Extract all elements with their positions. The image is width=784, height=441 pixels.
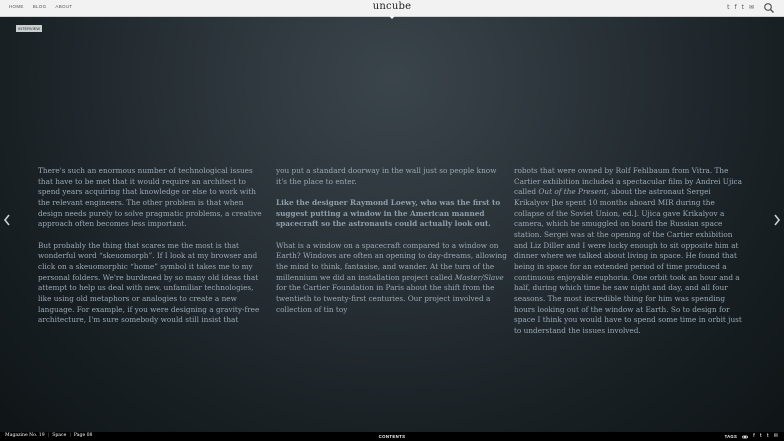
chevron-left-icon: [3, 214, 11, 226]
nav-about-link[interactable]: ABOUT: [55, 4, 73, 9]
article-paragraph: But probably the thing that scares me the most is that wonderful word “skeuomorph”. If I look at my browser and click on a skeuomorphic “home” symbol it takes me to my personal folders. We're burdened by so many old ideas that attempt to help us deal with new, unfamiliar technologies, like using old metaphors or analogies to create a new language. For example, if you were designing a gravity-free architecture, I'm sure somebody would still insist that: [38, 240, 260, 325]
article-column-3: [514, 166, 745, 347]
breadcrumb-page: Page 08: [73, 433, 93, 438]
article-paragraph: There's such an enormous number of technological issues that have to be met that it would require an architect to spend years acquiring that knowledge or else to work with the relevant engineers. The other problem is that when design needs purely to solve pragmatic problems, a creative approach often becomes less important.: [38, 166, 262, 229]
nav-home-link[interactable]: HOME: [9, 4, 24, 9]
interview-question: Like the designer Raymond Loewy, who was the first to suggest putting a window in the American manned spacecraft so the astronauts could actually look out.: [276, 197, 501, 229]
tumblr-icon[interactable]: t: [741, 4, 744, 11]
project-title: Master/Slave: [454, 272, 504, 282]
breadcrumb-section[interactable]: Space: [52, 433, 67, 438]
search-icon[interactable]: [763, 2, 775, 14]
bottom-bar: [0, 432, 784, 441]
twitter-icon[interactable]: t: [759, 433, 762, 439]
article-paragraph: robots that were owned by Rolf Fehlbaum from Vitra. The Cartier exhibition included a spectacular film by Andrei Ujica called Out of the Present, about the astronaut Sergei Krikalyov [he spent 10 months aboard MIR during the collapse of the Soviet Union, ed.]. Ujica gave Krikalyov a camera, which he smuggled on board the Russian space station. Sergei was at the opening of the Cartier exhibition and Liz Diller and I were lucky enough to sit opposite him at dinner where we talked about living in space. He found that being in space for an extended period of time produced a continuous enjoyable euphoria. One orbit took an hour and a half, during which time he saw night and day, and all four seasons. The most incredible thing for him was spending hours looking out of the window at Earth. So to design for space I think you would have to spend some time in orbit just to understand the issues involved.: [514, 166, 742, 335]
link-icon[interactable]: [742, 434, 748, 440]
facebook-icon[interactable]: f: [753, 433, 755, 439]
article-column-1: [38, 166, 269, 336]
breadcrumb-magazine[interactable]: Magazine No. 19: [5, 433, 45, 438]
social-links: [727, 4, 754, 11]
article-paragraph: you put a standard doorway in the wall just so people know it's the place to enter.: [276, 166, 497, 186]
article-paragraph: What is a window on a spacecraft compared to a window on Earth? Windows are often an opening to day-dreams, allowing the mind to think, fantasise, and wander. At the turn of the millennium we did an installation project called Master/Slave for the Cartier Foundation in Paris about the shift from the twentieth to twenty-first centuries. Our project involved a collection of tin toy: [276, 240, 507, 314]
email-icon[interactable]: ✉: [773, 433, 778, 439]
next-page-button[interactable]: [770, 212, 784, 228]
share-links: [725, 433, 778, 440]
category-badge[interactable]: INTERVIEW: [18, 26, 41, 31]
twitter-icon[interactable]: t: [727, 4, 730, 11]
tumblr-icon[interactable]: t: [766, 433, 769, 439]
logo-notch: [389, 16, 395, 19]
site-logo[interactable]: uncube: [372, 1, 412, 12]
breadcrumb-separator: |: [47, 433, 50, 438]
tags-button[interactable]: TAGS: [724, 434, 738, 439]
breadcrumb-separator: |: [69, 433, 71, 438]
article-column-2: [276, 166, 507, 326]
top-bar: [0, 0, 784, 17]
chevron-right-icon: [773, 214, 781, 226]
nav-blog-link[interactable]: BLOG: [32, 4, 47, 9]
facebook-icon[interactable]: f: [734, 4, 737, 11]
film-title: Out of the Present: [538, 187, 607, 197]
contents-button[interactable]: CONTENTS: [378, 433, 406, 439]
email-icon[interactable]: ✉: [748, 4, 754, 11]
previous-page-button[interactable]: [0, 212, 14, 228]
